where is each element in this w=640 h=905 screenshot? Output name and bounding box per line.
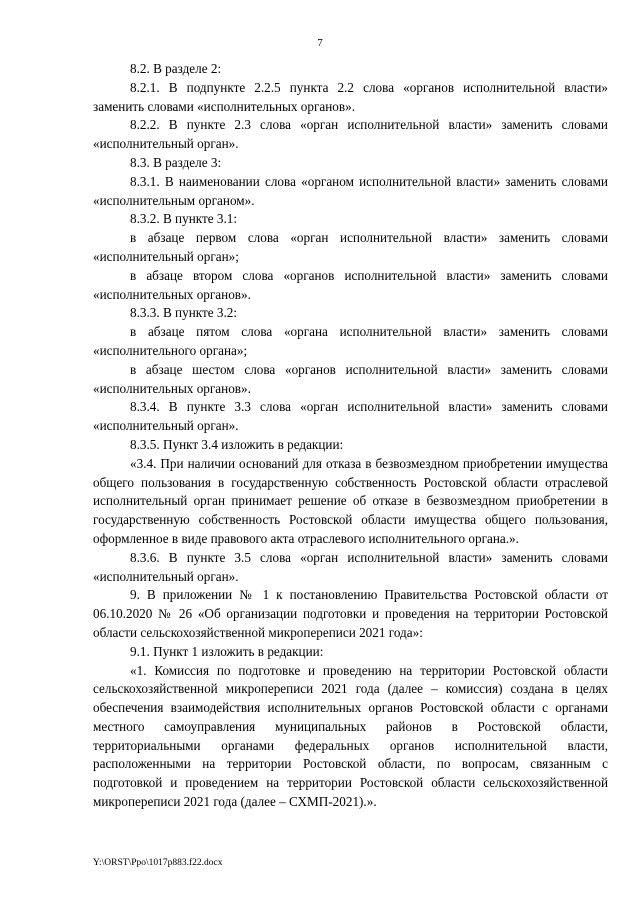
paragraph: 9. В приложении № 1 к постановлению Правительства Ростовской области от 06.10.2020 № 26 «Об организации подготовки и проведения на территории Ростовской области сельскохозяйственной микропереписи 2021 года»: [93, 587, 608, 640]
footer-file-path: Y:\ORST\Ppo\1017p883.f22.docx [93, 858, 223, 868]
paragraph: 8.3. В разделе 3: [130, 154, 222, 170]
paragraph: 8.3.3. В пункте 3.2: [130, 305, 238, 321]
paragraph: 9.1. Пункт 1 изложить в редакции: [130, 643, 324, 659]
paragraph: «1. Комиссия по подготовке и проведению на территории Ростовской области сельскохозяйственной микропереписи 2021 года (далее – комиссия) создана в целях обеспечения взаимодействия исполнительных органов Ростовской области с органами местного самоуправления муниципальных районов в Ростовской области, территориальными органами федеральных органов исполнительной власти, расположенными на территории Ростовской области, по вопросам, связанным с подготовкой и проведением на территории Ростовской области сельскохозяйственной микропереписи 2021 года (далее – СХМП-2021).». [93, 662, 608, 810]
paragraph: 8.2.1. В подпункте 2.2.5 пункта 2.2 слова «органов исполнительной власти» заменить словами «исполнительных органов». [93, 79, 608, 114]
paragraph: 8.3.1. В наименовании слова «органом исполнительной власти» заменить словами «исполнительным органом». [93, 173, 608, 208]
paragraph: 8.3.2. В пункте 3.1: [130, 211, 238, 227]
paragraph: 8.2.2. В пункте 2.3 слова «орган исполнительной власти» заменить словами «исполнительный орган». [93, 117, 608, 152]
paragraph: 8.3.5. Пункт 3.4 изложить в редакции: [130, 436, 344, 452]
paragraph: «3.4. При наличии оснований для отказа в безвозмездном приобретении имущества общего пользования в государственную собственность Ростовской области отраслевой исполнительный орган принимает решение об отказе в безвозмездном приобретении в государственную собственность Ростовской области имущества общего пользования, оформленное в виде правового акта отраслевого исполнительного органа.». [93, 455, 608, 546]
paragraph: 8.3.4. В пункте 3.3 слова «орган исполнительной власти» заменить словами «исполнительный орган». [93, 399, 608, 434]
paragraph: 8.2. В разделе 2: [130, 61, 222, 76]
paragraph: в абзаце шестом слова «органов исполнительной власти» заменить словами «исполнительных органов». [93, 361, 608, 396]
paragraph: в абзаце первом слова «орган исполнительной власти» заменить словами «исполнительный орган»; [93, 230, 608, 264]
paragraph: в абзаце пятом слова «органа исполнительной власти» заменить словами «исполнительного органа»; [93, 324, 608, 358]
paragraph: 8.3.6. В пункте 3.5 слова «орган исполнительной власти» заменить словами «исполнительный орган». [93, 549, 608, 584]
paragraph: в абзаце втором слова «органов исполнительной власти» заменить словами «исполнительных органов». [93, 267, 608, 302]
document-body [93, 60, 608, 812]
page-number: 7 [317, 37, 323, 49]
